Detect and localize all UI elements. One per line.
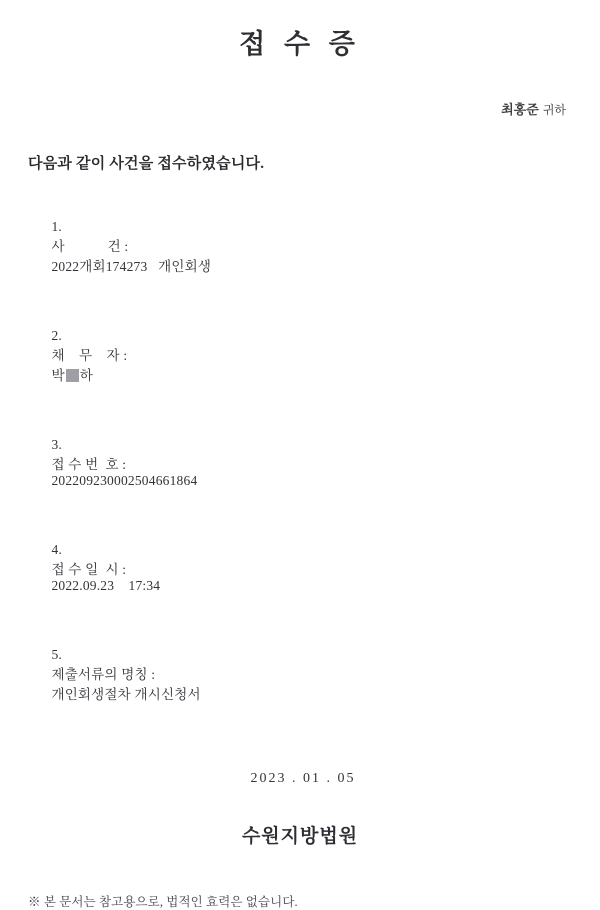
item-value: 2022개회174273 개인회생 bbox=[51, 259, 212, 274]
item-value: 202209230002504661864 bbox=[51, 473, 198, 488]
item-label: 제출서류의 명칭 : bbox=[51, 667, 156, 682]
item-value-prefix: 박 bbox=[51, 368, 65, 383]
page-title: 접 수 증 bbox=[239, 29, 361, 59]
issue-date: 2023 . 01 . 05 bbox=[250, 771, 356, 786]
list-item bbox=[30, 312, 600, 400]
item-number: 5. bbox=[51, 647, 62, 662]
item-number: 4. bbox=[51, 542, 62, 557]
footer-note: ※ 본 문서는 참고용으로, 법적인 효력은 없습니다. bbox=[28, 895, 298, 909]
recipient-honorific: 귀하 bbox=[542, 103, 566, 117]
list-item bbox=[30, 203, 600, 291]
list-item bbox=[30, 421, 600, 505]
item-label: 접 수 일 시 : bbox=[51, 562, 127, 577]
item-label: 접 수 번 호 : bbox=[51, 457, 127, 472]
item-value: 개인회생절차 개시신청서 bbox=[51, 687, 201, 702]
court-name: 수원지방법원 bbox=[241, 826, 359, 847]
item-number: 2. bbox=[51, 328, 62, 343]
recipient-line bbox=[0, 99, 600, 118]
item-value-suffix: 하 bbox=[79, 368, 93, 383]
lead-sentence: 다음과 같이 사건을 접수하였습니다. bbox=[28, 156, 265, 172]
item-value: 2022.09.23 17:34 bbox=[51, 578, 161, 593]
items-list bbox=[0, 203, 600, 719]
list-item bbox=[30, 631, 600, 719]
receipt-document bbox=[0, 22, 600, 909]
list-item bbox=[30, 526, 600, 610]
item-label: 채 무 자 : bbox=[51, 348, 128, 363]
redacted-block bbox=[66, 369, 79, 382]
item-label: 사 건 : bbox=[51, 239, 129, 254]
item-number: 3. bbox=[51, 437, 62, 452]
item-number: 1. bbox=[51, 219, 62, 234]
recipient-name: 최홍준 bbox=[501, 102, 539, 117]
